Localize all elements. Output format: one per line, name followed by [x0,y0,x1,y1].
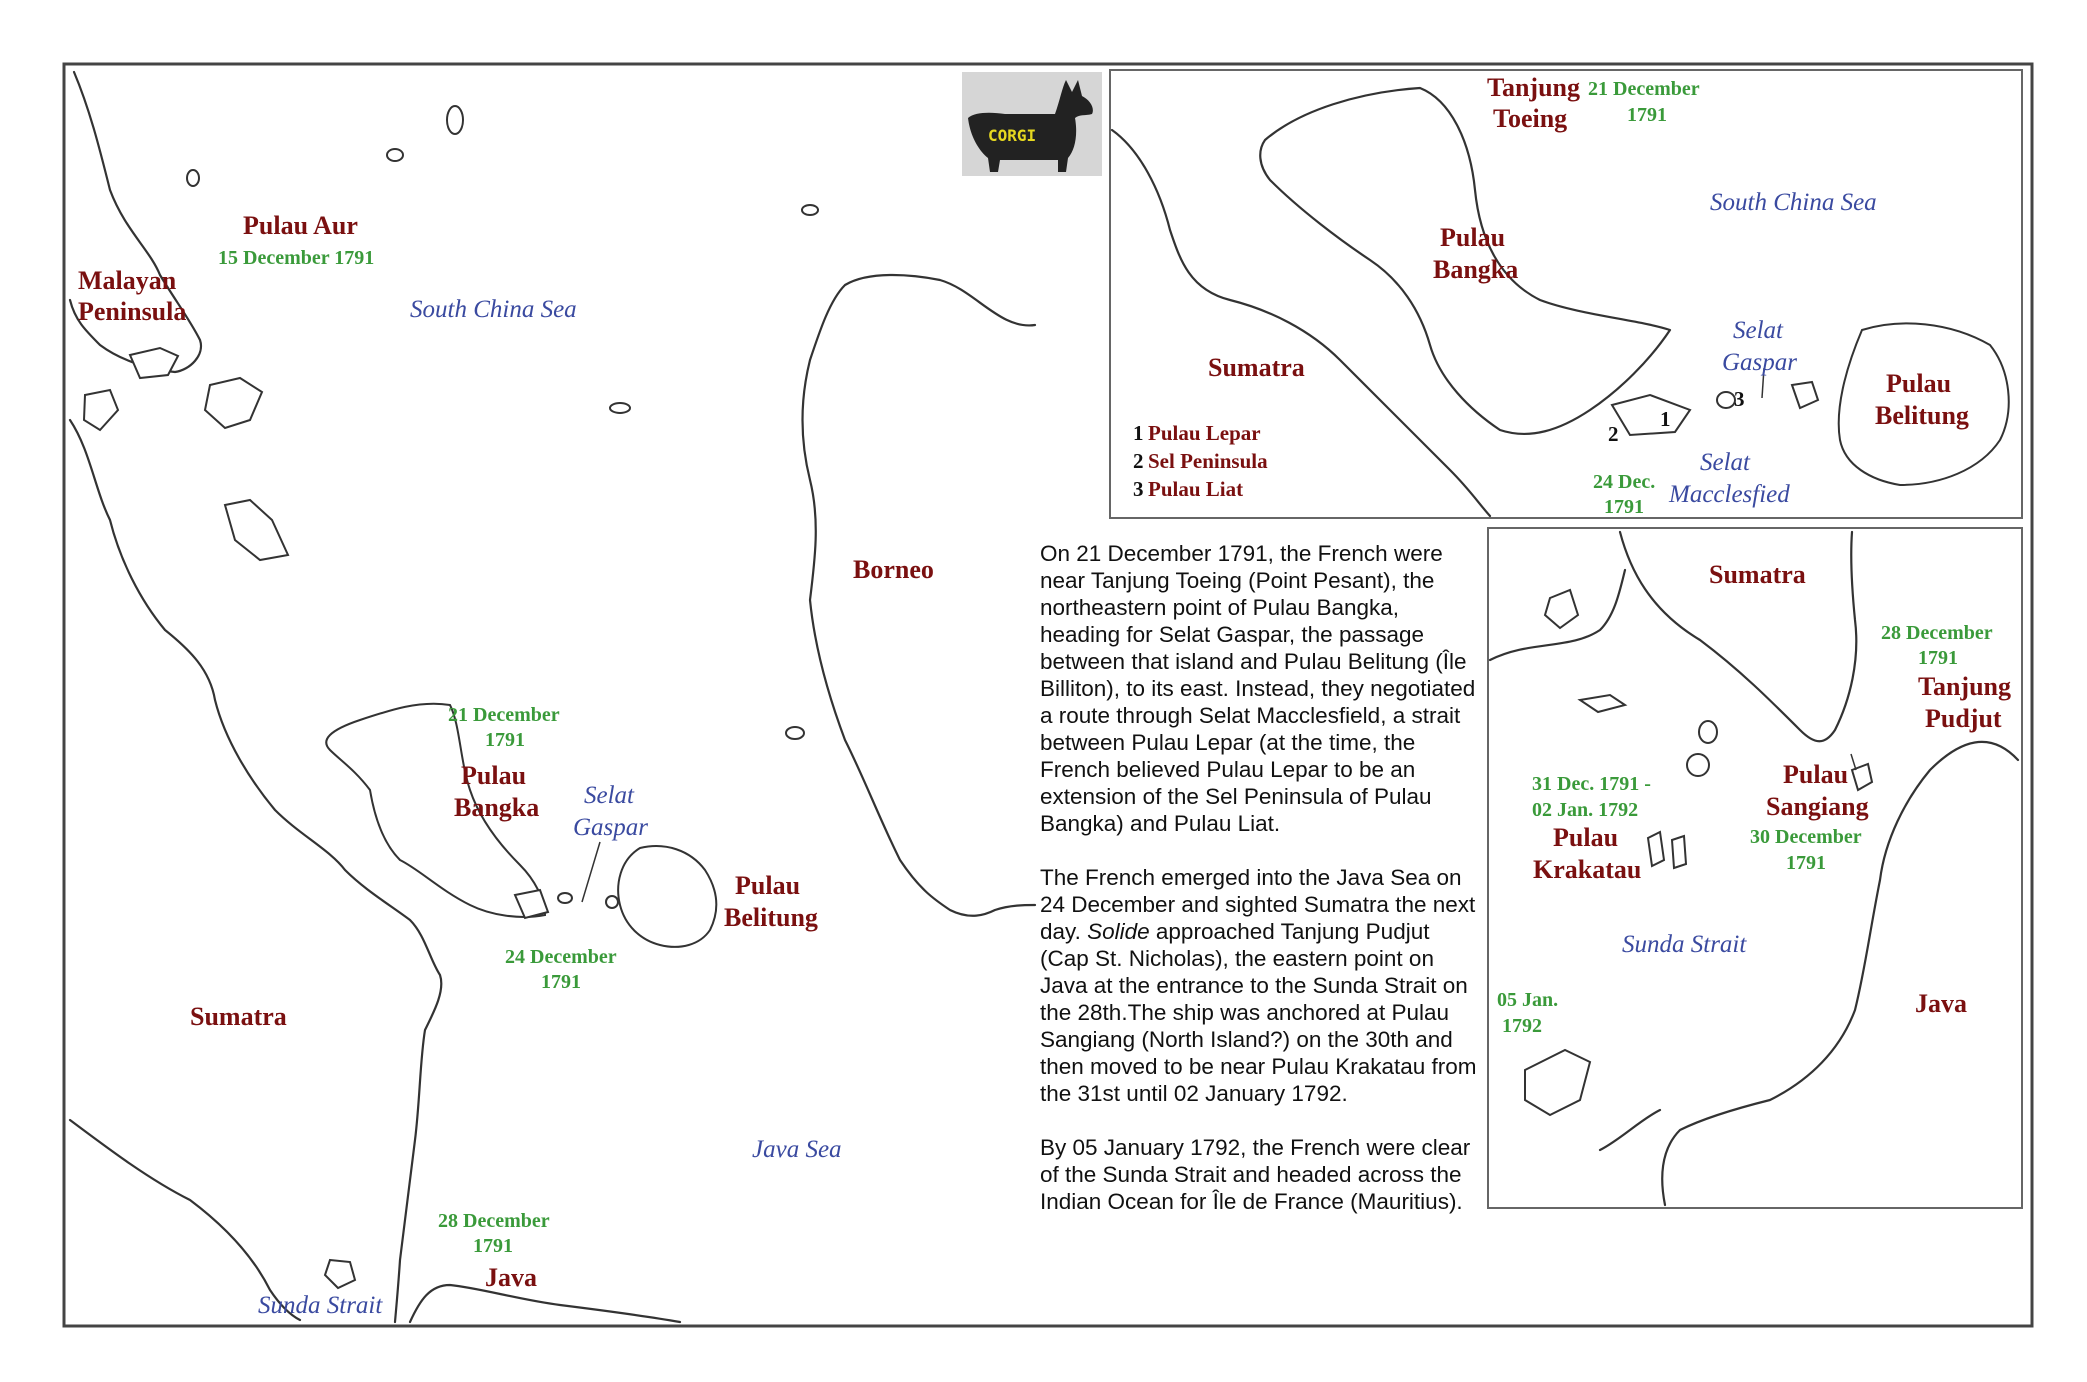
date-java-2: 1791 [473,1235,513,1257]
inset-label-belitung-2: Belitung [1875,401,1969,430]
date-bangka-1: 21 December [448,704,560,726]
inset-label-bangka-2: Bangka [1433,255,1519,284]
label-malayan: Malayan [78,266,177,295]
inset-date-30-2: 1791 [1786,852,1826,874]
borneo-coast [803,275,1036,916]
sea-islet-4 [802,205,818,215]
narrative-text [1040,540,1480,1242]
label-belitung-2: Belitung [724,903,818,932]
sea-islet-2 [447,106,463,134]
inset-date-31-2: 02 Jan. 1792 [1532,799,1639,821]
label-sumatra: Sumatra [190,1002,287,1031]
label-selat-1: Selat [584,782,634,809]
inset-liat [1717,392,1735,408]
legend-name-2: Sel Peninsula [1148,449,1268,473]
legend-name-3: Pulau Liat [1148,477,1244,501]
inset-label-gaspar-2: Gaspar [1722,349,1798,376]
riau-island-4 [225,500,288,560]
inset-label-java: Java [1915,989,1967,1018]
inset-label-sumatra: Sumatra [1208,353,1305,382]
inset-islet-a [1699,721,1717,743]
label-sunda-strait: Sunda Strait [258,1292,383,1319]
inset-label-tanjung-2: Toeing [1493,104,1568,133]
inset-sunda [1488,528,2022,1208]
label-bangka-2: Bangka [454,793,540,822]
label-south-china-sea: South China Sea [410,296,577,323]
inset-date-21-1: 21 December [1588,78,1700,100]
inset-islet-b [1687,754,1709,776]
legend-name-1: Pulau Lepar [1148,421,1261,445]
label-selat-2: Gaspar [573,814,649,841]
label-bangka-1: Pulau [461,761,527,790]
label-borneo: Borneo [853,555,934,584]
inset-label-belitung-1: Pulau [1886,369,1952,398]
main-map-coastlines [70,72,1035,1322]
corgi-logo [962,72,1102,176]
label-peninsula: Peninsula [78,297,187,326]
sea-islet-3 [610,403,630,413]
inset-label-tanjung-pudjut-2: Pudjut [1925,704,2002,733]
inset-label-tanjung-pudjut-1: Tanjung [1918,672,2011,701]
narrative-p2-start: The French emerged into the Java Sea on 24 December and sighted Sumatra the next day. [1040,865,1476,944]
date-belitung-1: 24 December [505,946,617,968]
java-coast-main [410,1285,680,1322]
gaspar-pointer [582,842,600,902]
inset-date-30-1: 30 December [1750,826,1862,848]
sumatra-south-coast [70,1120,300,1320]
inset-date-05-1: 05 Jan. [1497,989,1559,1011]
inset-marker-3: 3 [1734,387,1745,411]
inset-label-krakatau-1: Pulau [1553,823,1619,852]
inset-marker-2: 2 [1608,422,1619,446]
date-aur: 15 December 1791 [218,247,375,269]
inset-date-28-2: 1791 [1918,647,1958,669]
inset-label-gaspar-1: Selat [1733,317,1783,344]
belitung-island [618,846,716,947]
inset-label-south-china-sea: South China Sea [1710,189,1877,216]
narrative-paragraph-3: By 05 January 1792, the French were clear of the Sunda Strait and headed across the Indian Ocean for Île de France (Mauritius). [1040,1135,1471,1214]
date-bangka-2: 1791 [485,729,525,751]
inset-label-tanjung-1: Tanjung [1487,73,1580,102]
inset-date-31-1: 31 Dec. 1791 - [1532,773,1651,795]
logo-text: CORGI [988,126,1037,145]
inset-label-krakatau-2: Krakatau [1533,855,1642,884]
date-belitung-2: 1791 [541,971,581,993]
gaspar-islet-1 [558,893,572,903]
sunda-island [325,1260,355,1288]
inset-date-24-1: 24 Dec. [1593,471,1656,493]
riau-island-3 [84,390,118,430]
inset-date-21-2: 1791 [1627,104,1667,126]
riau-island-1 [130,348,178,378]
inset-label-bangka-1: Pulau [1440,223,1506,252]
inset-label-macclesfied-2: Macclesfied [1669,481,1790,508]
aur-island [187,170,199,186]
inset-label-macclesfied-1: Selat [1700,449,1750,476]
gaspar-islet-2 [606,896,618,908]
label-java: Java [485,1263,537,1292]
inset-label-sangiang-2: Sangiang [1766,792,1869,821]
narrative-p2-end: approached Tanjung Pudjut (Cap St. Nicholas), the eastern point on Java at the entrance to the Sunda Strait on the 28th.The ship was anchored at Pulau Sangiang (North Island?) on the 30th and then moved to be near Pulau Krakatau from the 31st until 02 January 1792. [1040,919,1477,1106]
label-java-sea: Java Sea [752,1136,842,1163]
legend-num-1: 1 [1133,421,1144,445]
legend-num-3: 3 [1133,477,1144,501]
riau-island-2 [205,378,262,428]
label-belitung-1: Pulau [735,871,801,900]
inset-date-28-1: 28 December [1881,622,1993,644]
legend-num-2: 2 [1133,449,1144,473]
inset-date-24-2: 1791 [1604,496,1644,518]
inset-label-sunda-strait: Sunda Strait [1622,931,1747,958]
narrative-paragraph-2 [1040,864,1480,1107]
inset-date-05-2: 1792 [1502,1015,1542,1037]
inset-label-sangiang-1: Pulau [1783,760,1849,789]
narrative-paragraph-1: On 21 December 1791, the French were near Tanjung Toeing (Point Pesant), the northeastern point of Pulau Bangka, heading for Selat Gaspar, the passage between that island and Pulau Belitung (Île Billiton), to its east. Instead, they negotiated a route through Selat Macclesfield, a strait between Pulau Lepar (at the time, the French believed Pulau Lepar to be an extension of the Sel Peninsula of Pulau Bangka) and Pulau Liat. [1040,541,1476,836]
date-java-1: 28 December [438,1210,550,1232]
inset-krakatau [1648,832,1664,866]
malayan-peninsula-coast [70,72,201,372]
sea-islet-1 [387,149,403,161]
label-pulau-aur: Pulau Aur [243,211,358,240]
inset-gaspar [1110,70,2022,518]
sea-islet-5 [786,727,804,739]
inset-marker-1: 1 [1660,407,1671,431]
inset-krakatau-2 [1672,836,1686,868]
ship-name: Solide [1087,919,1150,944]
inset-sunda-label-sumatra: Sumatra [1709,560,1806,589]
